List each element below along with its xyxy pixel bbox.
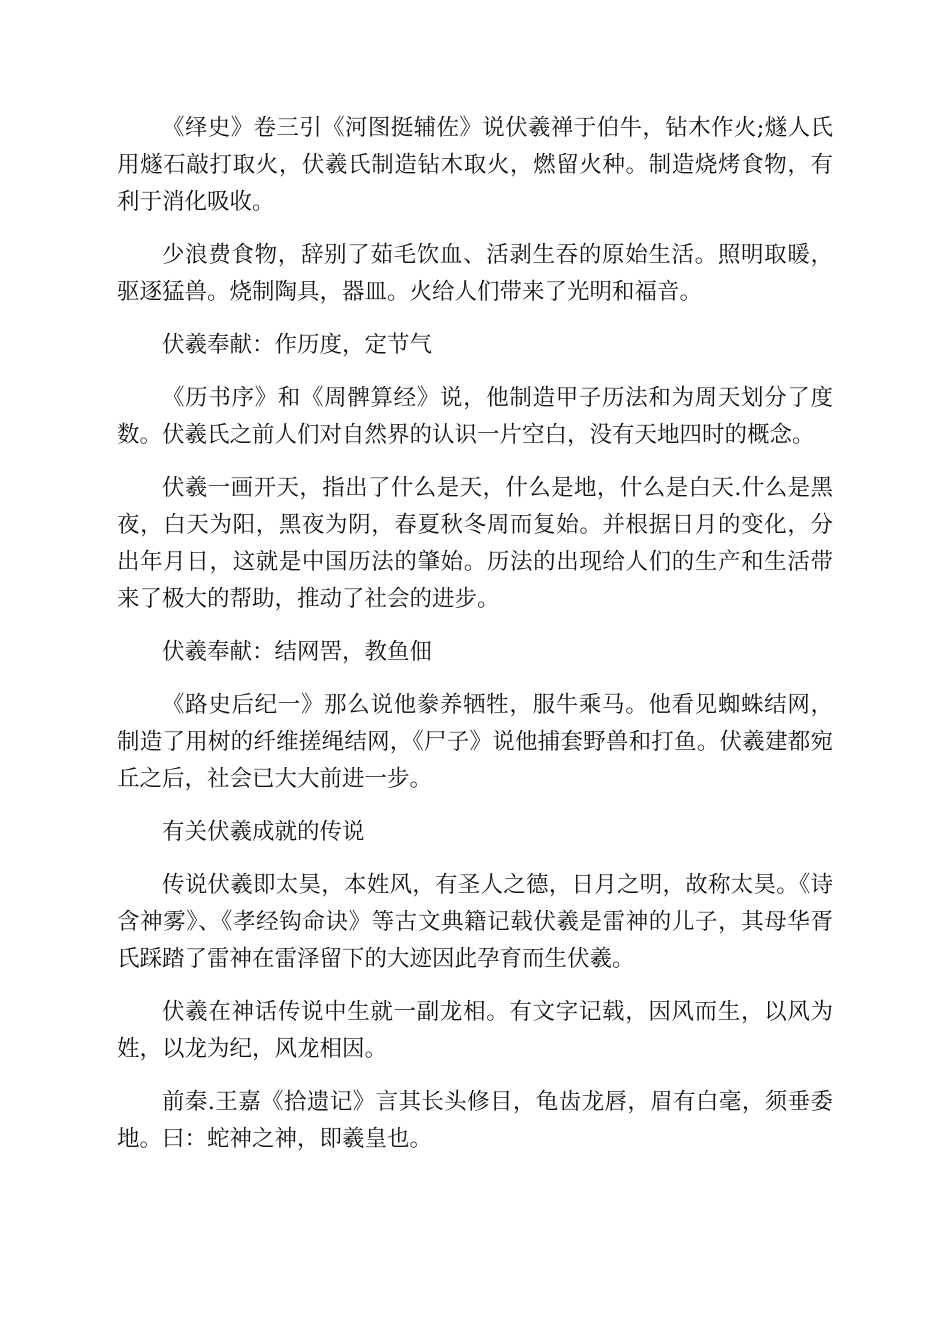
paragraph-legend-taihao: 传说伏羲即太昊，本姓风，有圣人之德，日月之明，故称太昊。《诗含神雾》、《孝经钩命诀》等古文典籍记载伏羲是雷神的儿子，其母华胥氏踩踏了雷神在雷泽留下的大迹因此孕育而生伏羲。	[117, 872, 833, 972]
section-heading-fishing-nets: 伏羲奉献：结网罟，教鱼佃	[162, 639, 433, 665]
paragraph-legend-shiyiji: 前秦.王嘉《拾遗记》言其长头修目，龟齿龙唇，眉有白毫，须垂委地。曰：蛇神之神，即羲皇也。	[117, 1089, 833, 1152]
section-heading-calendar: 伏羲奉献：作历度，定节气	[162, 332, 433, 358]
paragraph-legend-dragon: 伏羲在神话传说中生就一副龙相。有文字记载，因风而生，以风为姓，以龙为纪，风龙相因。	[117, 999, 833, 1062]
section-heading-legends: 有关伏羲成就的传说	[162, 819, 365, 845]
document-body	[117, 110, 833, 1174]
paragraph-fire: 《绎史》卷三引《河图挺辅佐》说伏羲禅于伯牛，钻木作火;燧人氏用燧石敲打取火，伏羲氏制造钻木取火，燃留火种。制造烧烤食物，有利于消化吸收。	[117, 115, 833, 215]
paragraph-calendar-sources: 《历书序》和《周髀算经》说，他制造甲子历法和为周天划分了度数。伏羲氏之前人们对自然界的认识一片空白，没有天地四时的概念。	[117, 385, 833, 448]
paragraph-fire-benefits: 少浪费食物，辞别了茹毛饮血、活剥生吞的原始生活。照明取暖，驱逐猛兽。烧制陶具，器皿。火给人们带来了光明和福音。	[117, 242, 833, 305]
paragraph-fishing-nets: 《路史后纪一》那么说他豢养牺牲，服牛乘马。他看见蜘蛛结网，制造了用树的纤维搓绳结网，《尸子》说他捕套野兽和打鱼。伏羲建都宛丘之后，社会已大大前进一步。	[117, 692, 833, 792]
paragraph-calendar-origin: 伏羲一画开天，指出了什么是天，什么是地，什么是白天.什么是黑夜，白天为阳，黑夜为阴，春夏秋冬周而复始。并根据日月的变化，分出年月日，这就是中国历法的肇始。历法的出现给人们的生产和生活带来了极大的帮助，推动了社会的进步。	[117, 475, 833, 612]
